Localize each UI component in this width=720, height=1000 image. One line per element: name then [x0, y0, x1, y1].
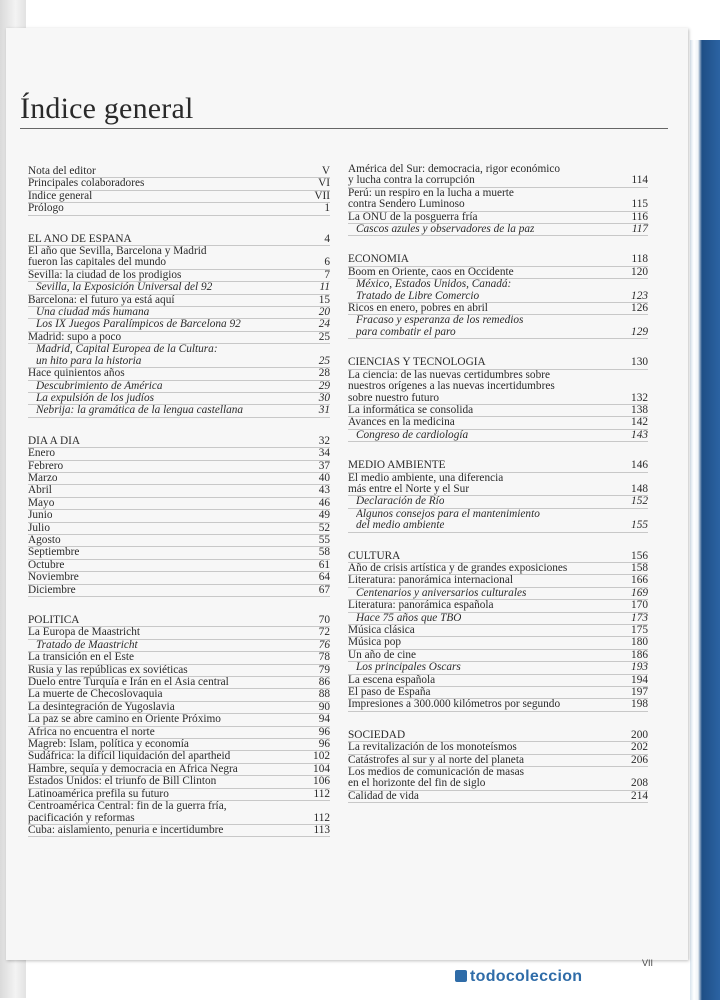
toc-entry — [28, 640, 330, 652]
toc-entry-title: Impresiones a 300.000 kilómetros por segundo — [348, 699, 561, 711]
right-column — [348, 164, 648, 821]
toc-entry — [348, 430, 648, 442]
toc-entry-page: 112 — [313, 811, 330, 824]
toc-entry — [28, 368, 330, 380]
toc-entry — [28, 295, 330, 307]
toc-entry-page: 58 — [318, 546, 330, 559]
toc-entry-page: 61 — [318, 558, 330, 571]
toc-entry — [28, 448, 330, 460]
toc-entry — [28, 764, 330, 776]
toc-entry-title: Centroamérica Central: fin de la guerra fría, — [28, 801, 227, 813]
toc-entry — [28, 825, 330, 837]
toc-entry — [28, 393, 330, 405]
toc-entry — [28, 332, 330, 344]
toc-entry — [28, 282, 330, 294]
toc-section — [348, 357, 648, 442]
toc-entry-title: Estados Unidos: el triunfo de Bill Clinton — [28, 776, 217, 788]
toc-entry-page: 28 — [318, 367, 330, 380]
toc-entry-title: Agosto — [28, 534, 61, 546]
toc-entry-page: 202 — [631, 741, 648, 754]
toc-entry-page: 173 — [631, 611, 648, 624]
toc-entry — [348, 460, 648, 472]
toc-entry — [348, 778, 648, 790]
toc-entry-page: 32 — [318, 434, 330, 447]
toc-entry-title: Noviembre — [28, 572, 79, 584]
toc-section — [28, 166, 330, 216]
toc-entry-page: 198 — [631, 698, 648, 711]
toc-entry-title: Nota del editor — [28, 166, 96, 177]
toc-entry-page: 170 — [631, 599, 648, 612]
toc-entry-title: Literatura: panorámica internacional — [348, 575, 513, 587]
toc-entry-title: Año de crisis artística y de grandes exposiciones — [348, 562, 568, 574]
toc-entry-title: El medio ambiente, una diferencia — [348, 472, 504, 484]
toc-section — [28, 436, 330, 597]
toc-entry-page: 102 — [313, 750, 330, 763]
toc-entry-page: 104 — [313, 762, 330, 775]
toc-entry-title: nuestros orígenes a las nuevas incertidumbres — [348, 381, 555, 393]
toc-entry — [348, 637, 648, 649]
toc-entry-title: fueron las capitales del mundo — [28, 257, 167, 269]
toc-entry — [28, 485, 330, 497]
toc-entry — [348, 675, 648, 687]
toc-section — [348, 551, 648, 712]
toc-entry-page: 166 — [631, 574, 648, 587]
toc-entry — [28, 270, 330, 282]
toc-entry-title: La ciencia: de las nuevas certidumbres sobre — [348, 369, 551, 381]
toc-entry-title: CIENCIAS Y TECNOLOGÍA — [348, 357, 486, 369]
toc-entry-title: Avances en la medicina — [348, 417, 455, 429]
page-folio: VII — [642, 958, 654, 968]
toc-entry-title: Declaración de Río — [356, 496, 445, 508]
toc-entry-page: 70 — [318, 614, 330, 626]
toc-entry-title: en el horizonte del fin de siglo — [348, 778, 486, 790]
toc-section — [348, 730, 648, 803]
toc-entry-page: 112 — [313, 787, 330, 800]
toc-entry — [28, 560, 330, 572]
toc-entry-title: pacificación y reformas — [28, 812, 135, 824]
toc-entry-page: 156 — [631, 549, 648, 562]
toc-entry — [28, 615, 330, 627]
toc-entry-title: Catástrofes al sur y al norte del planeta — [348, 754, 524, 766]
toc-entry — [348, 381, 648, 392]
toc-entry-page: 79 — [318, 663, 330, 676]
toc-entry — [348, 509, 648, 520]
toc-entry-page: 34 — [318, 447, 330, 460]
toc-entry-title: Madrid: supo a poco — [28, 331, 122, 343]
toc-entry-title: Congreso de cardiología — [356, 429, 469, 441]
title-rule — [20, 128, 668, 129]
toc-entry-page: 7 — [324, 268, 330, 281]
toc-entry-page: 31 — [318, 404, 330, 417]
toc-entry — [348, 175, 648, 187]
toc-entry-page: 96 — [318, 738, 330, 751]
toc-entry — [348, 473, 648, 484]
toc-entry — [28, 789, 330, 801]
toc-entry-title: Música clásica — [348, 625, 415, 636]
toc-entry-title: SOCIEDAD — [348, 729, 406, 741]
toc-entry-title: sobre nuestro futuro — [348, 392, 439, 404]
toc-entry-page: 118 — [631, 253, 648, 266]
toc-section — [348, 164, 648, 236]
toc-entry-page: 1 — [324, 202, 330, 215]
toc-entry — [348, 164, 648, 175]
toc-entry — [348, 613, 648, 625]
watermark-icon — [455, 970, 467, 982]
toc-entry-title: Fracaso y esperanza de los remedios — [356, 315, 524, 327]
toc-entry-page: 90 — [318, 700, 330, 713]
toc-entry — [28, 585, 330, 597]
toc-entry-page: 29 — [318, 379, 330, 392]
toc-entry-title: Enero — [28, 448, 55, 460]
toc-entry — [28, 714, 330, 726]
toc-entry-page: 15 — [318, 293, 330, 306]
toc-entry — [28, 344, 330, 355]
toc-entry-title: Rusia y las repúblicas ex soviéticas — [28, 664, 188, 676]
toc-entry-title: Tratado de Maastricht — [36, 639, 138, 651]
toc-entry-title: La revitalización de los monoteísmos — [348, 742, 517, 754]
toc-entry — [348, 687, 648, 699]
toc-entry-page: 169 — [631, 586, 648, 599]
toc-entry-page: 132 — [631, 391, 648, 404]
toc-entry-title: más entre el Norte y el Sur — [348, 483, 470, 495]
toc-entry-title: Tratado de Libre Comercio — [356, 290, 480, 302]
toc-entry-title: Nebrija: la gramática de la lengua castellana — [36, 405, 244, 417]
toc-entry-page: 86 — [318, 676, 330, 689]
toc-entry-page: 152 — [631, 495, 648, 508]
toc-entry-page: 180 — [631, 636, 648, 649]
toc-entry-title: Sudáfrica: la difícil liquidación del apartheid — [28, 751, 231, 763]
toc-entry-page: 55 — [318, 533, 330, 546]
toc-entry — [28, 510, 330, 522]
toc-entry-title: América del Sur: democracia, rigor económico — [348, 164, 561, 175]
toc-entry-page: 208 — [631, 777, 648, 790]
toc-entry — [28, 813, 330, 825]
toc-entry-page: 4 — [324, 232, 330, 245]
toc-entry-title: Diciembre — [28, 584, 76, 596]
toc-entry-title: ECONOMÍA — [348, 254, 409, 266]
toc-entry — [348, 551, 648, 563]
toc-entry-title: EL AÑO DE ESPAÑA — [28, 233, 132, 245]
toc-entry-page: 96 — [318, 725, 330, 738]
toc-entry — [28, 665, 330, 677]
toc-entry — [28, 523, 330, 535]
toc-entry — [28, 436, 330, 448]
toc-entry — [28, 535, 330, 547]
toc-entry-title: México, Estados Unidos, Canadá: — [356, 279, 512, 291]
toc-entry-title: Sevilla, la Exposición Universal del 92 — [36, 282, 213, 294]
toc-entry-page: 200 — [631, 728, 648, 741]
toc-entry-page: 155 — [631, 519, 648, 532]
toc-entry — [28, 473, 330, 485]
toc-entry-page: V — [321, 165, 330, 177]
toc-entry-title: Algunos consejos para el mantenimiento — [356, 508, 540, 520]
toc-entry-page: 24 — [318, 318, 330, 331]
toc-entry-title: contra Sendero Luminoso — [348, 199, 465, 211]
toc-entry-title: La informática se consolida — [348, 404, 474, 416]
toc-entry-page: 76 — [318, 638, 330, 651]
toc-entry-page: 94 — [318, 713, 330, 726]
toc-entry-page: 52 — [318, 521, 330, 534]
toc-entry-title: La paz se abre camino en Oriente Próximo — [28, 714, 221, 726]
toc-entry — [28, 381, 330, 393]
toc-section — [28, 234, 330, 418]
toc-entry — [348, 563, 648, 575]
toc-section — [28, 615, 330, 837]
toc-entry — [28, 203, 330, 215]
toc-entry-page: 25 — [318, 330, 330, 343]
toc-entry — [348, 393, 648, 405]
toc-entry-page: 115 — [631, 198, 648, 211]
toc-entry-title: Sevilla: la ciudad de los prodigios — [28, 269, 182, 281]
toc-entry — [348, 575, 648, 587]
toc-entry-title: MEDIO AMBIENTE — [348, 460, 446, 472]
toc-entry-page: 117 — [631, 223, 648, 236]
toc-entry-page: 49 — [318, 509, 330, 522]
toc-entry-page: 129 — [631, 325, 648, 338]
toc-entry — [28, 356, 330, 368]
toc-entry — [28, 166, 330, 178]
left-column — [28, 166, 330, 855]
toc-entry-title: Música pop — [348, 637, 402, 649]
toc-entry-title: La muerte de Checoslovaquia — [28, 689, 163, 701]
toc-entry-title: y lucha contra la corrupción — [348, 175, 475, 187]
toc-entry — [348, 199, 648, 211]
toc-entry-title: La Europa de Maastricht — [28, 627, 140, 639]
toc-entry-page: 143 — [631, 428, 648, 441]
toc-entry — [28, 689, 330, 701]
toc-entry-page: 78 — [318, 651, 330, 664]
toc-entry-page: 123 — [631, 289, 648, 302]
toc-section — [348, 460, 648, 532]
toc-entry — [348, 357, 648, 369]
toc-entry-page: 72 — [318, 626, 330, 639]
toc-entry — [348, 303, 648, 315]
toc-entry — [348, 484, 648, 496]
toc-entry-page: 37 — [318, 459, 330, 472]
toc-entry-page: 114 — [631, 174, 648, 187]
toc-entry-page: 138 — [631, 403, 648, 416]
toc-entry-title: Centenarios y aniversarios culturales — [356, 587, 527, 599]
toc-entry-page: 193 — [631, 661, 648, 674]
toc-entry-title: Marzo — [28, 472, 58, 484]
toc-entry — [348, 417, 648, 429]
toc-entry — [28, 751, 330, 763]
toc-entry — [348, 625, 648, 637]
toc-entry — [348, 315, 648, 326]
toc-entry-page: 11 — [319, 281, 330, 294]
toc-entry — [348, 405, 648, 417]
toc-entry-page: 186 — [631, 648, 648, 661]
toc-entry-page: 142 — [631, 416, 648, 429]
toc-entry — [28, 652, 330, 664]
toc-entry — [348, 267, 648, 279]
toc-entry — [348, 224, 648, 236]
toc-entry-page: 30 — [318, 391, 330, 404]
toc-entry-page: 206 — [631, 753, 648, 766]
toc-entry — [348, 767, 648, 778]
toc-entry-page: 46 — [318, 496, 330, 509]
toc-entry-title: Febrero — [28, 460, 64, 472]
toc-entry — [28, 405, 330, 417]
watermark-logo: todocoleccion — [470, 968, 583, 985]
toc-entry — [348, 370, 648, 381]
toc-entry — [348, 588, 648, 600]
toc-entry-title: Perú: un respiro en la lucha a muerte — [348, 187, 514, 199]
toc-entry-title: Duelo entre Turquía e Irán en el Asia central — [28, 677, 229, 689]
toc-entry-title: Principales colaboradores — [28, 178, 145, 190]
toc-entry-title: POLÍTICA — [28, 615, 80, 626]
toc-entry-title: Junio — [28, 510, 53, 522]
toc-entry-page: 148 — [631, 482, 648, 495]
toc-entry-page: VII — [314, 189, 330, 202]
toc-entry-page: 67 — [318, 583, 330, 596]
toc-entry-title: La desintegración de Yugoslavia — [28, 701, 175, 713]
toc-entry — [28, 178, 330, 190]
toc-entry — [28, 191, 330, 203]
toc-entry — [28, 627, 330, 639]
toc-entry-title: África no encuentra el norte — [28, 726, 155, 738]
toc-entry — [348, 742, 648, 754]
toc-entry-page: 43 — [318, 484, 330, 497]
toc-entry-title: Hace 75 años que TBO — [356, 612, 462, 624]
toc-entry — [348, 291, 648, 303]
toc-entry — [348, 520, 648, 532]
toc-entry-title: La expulsión de los judíos — [36, 392, 154, 404]
toc-entry-title: Cascos azules y observadores de la paz — [356, 224, 535, 236]
toc-entry-page: 25 — [318, 354, 330, 367]
toc-entry — [28, 307, 330, 319]
toc-entry — [348, 327, 648, 339]
toc-entry-title: El año que Sevilla, Barcelona y Madrid — [28, 246, 207, 258]
toc-entry-title: Literatura: panorámica española — [348, 600, 494, 612]
toc-entry — [28, 246, 330, 257]
toc-entry — [348, 730, 648, 742]
toc-entry — [348, 791, 648, 803]
toc-entry — [348, 496, 648, 508]
toc-entry — [28, 234, 330, 246]
toc-entry — [348, 254, 648, 266]
toc-entry-title: Septiembre — [28, 547, 80, 559]
toc-entry — [348, 279, 648, 290]
toc-entry-title: Barcelona: el futuro ya está aquí — [28, 294, 175, 306]
toc-entry-title: Hambre, sequía y democracia en África Negra — [28, 763, 238, 775]
toc-entry-page: 20 — [318, 306, 330, 319]
page-title: Índice general — [20, 92, 194, 125]
toc-entry-title: La escena española — [348, 674, 436, 686]
toc-entry-title: Abril — [28, 485, 52, 497]
toc-entry — [28, 801, 330, 812]
toc-section — [348, 254, 648, 339]
toc-entry-page: 146 — [631, 459, 648, 472]
toc-entry-title: Los IX Juegos Paralímpicos de Barcelona 92 — [36, 319, 241, 331]
toc-entry — [28, 498, 330, 510]
toc-entry-title: Descubrimiento de América — [36, 380, 163, 392]
toc-entry-page: 126 — [631, 302, 648, 315]
toc-entry — [348, 662, 648, 674]
toc-entry-title: Calidad de vida — [348, 790, 419, 802]
toc-entry-title: Mayo — [28, 497, 55, 509]
toc-entry-title: Julio — [28, 522, 50, 534]
toc-entry-title: Hace quinientos años — [28, 368, 125, 380]
toc-entry-page: VI — [318, 177, 330, 190]
toc-entry-title: Una ciudad más humana — [36, 307, 150, 319]
toc-entry — [28, 702, 330, 714]
toc-entry — [348, 188, 648, 199]
toc-entry — [28, 677, 330, 689]
toc-entry-page: 106 — [313, 775, 330, 788]
toc-entry-page: 116 — [631, 210, 648, 223]
toc-entry-title: Los medios de comunicación de masas — [348, 767, 524, 779]
toc-entry-title: Latinoamérica prefila su futuro — [28, 788, 169, 800]
toc-entry-title: Boom en Oriente, caos en Occidente — [348, 266, 514, 278]
toc-entry-title: El paso de España — [348, 687, 431, 699]
toc-entry-title: CULTURA — [348, 550, 401, 562]
toc-entry-page: 158 — [631, 561, 648, 574]
toc-entry-page: 113 — [313, 823, 330, 836]
toc-entry — [28, 727, 330, 739]
toc-entry-title: un hito para la historia — [36, 355, 142, 367]
toc-entry — [348, 600, 648, 612]
toc-entry-title: DÍA A DÍA — [28, 435, 81, 447]
toc-entry-page: 214 — [631, 789, 648, 802]
toc-entry — [28, 739, 330, 751]
toc-entry-page: 88 — [318, 688, 330, 701]
toc-entry-page: 64 — [318, 571, 330, 584]
toc-entry-title: Cuba: aislamiento, penuria e incertidumbre — [28, 824, 224, 836]
toc-entry — [28, 461, 330, 473]
toc-entry — [28, 319, 330, 331]
toc-entry-title: La transición en el Este — [28, 652, 135, 664]
toc-entry — [28, 547, 330, 559]
toc-entry-page: 40 — [318, 471, 330, 484]
toc-entry-page: 197 — [631, 686, 648, 699]
toc-entry — [28, 776, 330, 788]
toc-entry-page: 194 — [631, 673, 648, 686]
toc-entry-title: Índice general — [28, 190, 93, 202]
toc-entry-title: del medio ambiente — [356, 520, 445, 532]
toc-entry-title: Ricos en enero, pobres en abril — [348, 303, 488, 315]
toc-entry-title: Los principales Óscars — [356, 662, 461, 674]
toc-entry-page: 6 — [324, 256, 330, 269]
toc-entry-page: 175 — [631, 624, 648, 636]
toc-entry-title: Magreb: Islam, política y economía — [28, 739, 189, 751]
toc-entry — [28, 572, 330, 584]
toc-entry-page: 120 — [631, 265, 648, 278]
toc-entry-title: Octubre — [28, 559, 65, 571]
toc-entry — [348, 699, 648, 711]
toc-entry-title: La ONU de la posguerra fría — [348, 211, 478, 223]
toc-entry-page: 130 — [631, 356, 648, 369]
toc-entry-title: para combatir el paro — [356, 326, 456, 338]
toc-entry-title: Prólogo — [28, 203, 64, 215]
toc-entry-title: Madrid, Capital Europea de la Cultura: — [36, 344, 218, 356]
toc-entry — [348, 755, 648, 767]
toc-entry — [28, 257, 330, 269]
book-cover-edge — [690, 40, 720, 1000]
toc-entry — [348, 650, 648, 662]
toc-entry — [348, 212, 648, 224]
toc-entry-title: Un año de cine — [348, 649, 417, 661]
index-page — [6, 28, 688, 968]
